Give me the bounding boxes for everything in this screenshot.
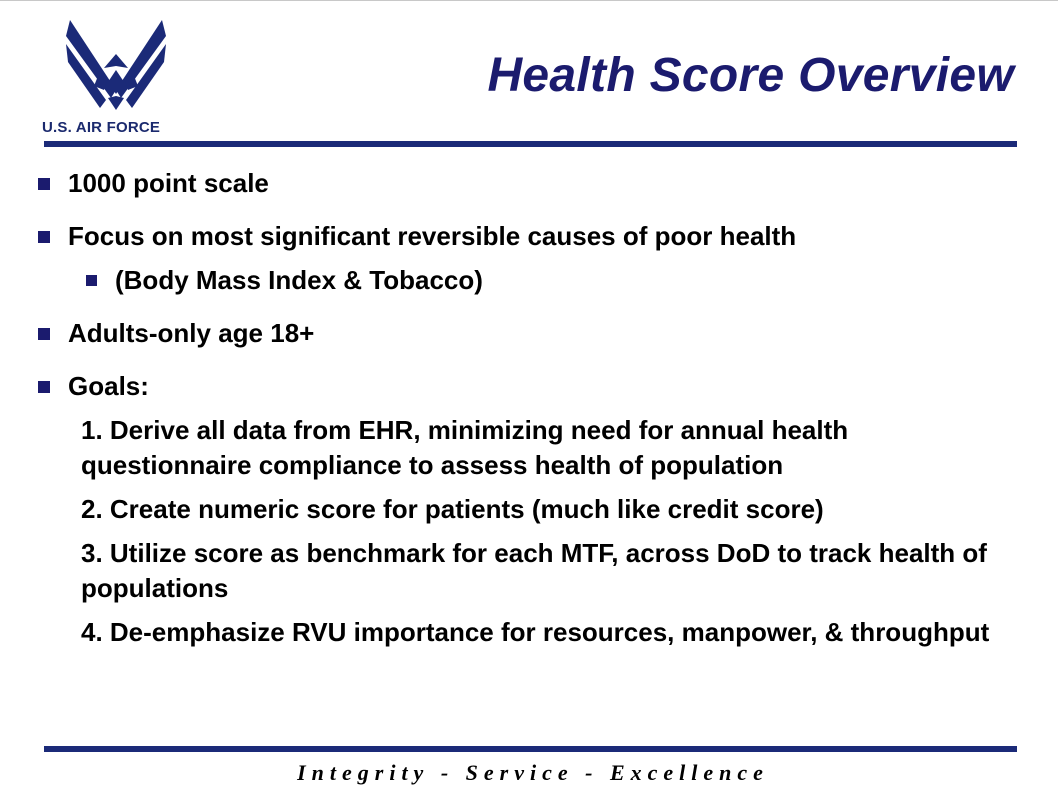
goal-item: 1. Derive all data from EHR, minimizing need for annual health questionnaire compliance to assess health of population: [81, 415, 849, 480]
square-bullet-icon: [86, 275, 97, 286]
bullet-text: 1000 point scale: [68, 168, 269, 198]
air-force-logo: [40, 18, 196, 140]
square-bullet-icon: [38, 381, 50, 393]
top-border: [0, 0, 1058, 1]
footer-motto: Integrity - Service - Excellence: [297, 760, 769, 785]
sub-bullet-text: (Body Mass Index & Tobacco): [115, 265, 483, 295]
goal-item: 3. Utilize score as benchmark for each MTF, across DoD to track health of populations: [81, 538, 987, 603]
bullet-item: [36, 166, 1026, 200]
bullet-text: Focus on most significant reversible causes of poor health: [68, 221, 797, 251]
square-bullet-icon: [38, 328, 50, 340]
sub-bullet-item: [36, 263, 1026, 297]
slide-body: [36, 166, 1026, 650]
square-bullet-icon: [38, 178, 50, 190]
goal-item: 4. De-emphasize RVU importance for resources, manpower, & throughput: [81, 617, 990, 647]
logo-text: U.S. AIR FORCE: [42, 119, 161, 136]
bullet-text: Adults-only age 18+: [68, 318, 315, 348]
slide-title: Health Score Overview: [487, 49, 1014, 102]
bullet-item: [36, 219, 1026, 253]
bullet-item: [36, 369, 1026, 403]
bullet-item: [36, 316, 1026, 350]
goal-item: 2. Create numeric score for patients (much like credit score): [81, 494, 824, 524]
air-force-symbol-icon: [64, 18, 168, 114]
square-bullet-icon: [38, 231, 50, 243]
bullet-text: Goals:: [68, 371, 149, 401]
header-divider: [44, 141, 1017, 147]
footer-divider: [44, 746, 1017, 752]
